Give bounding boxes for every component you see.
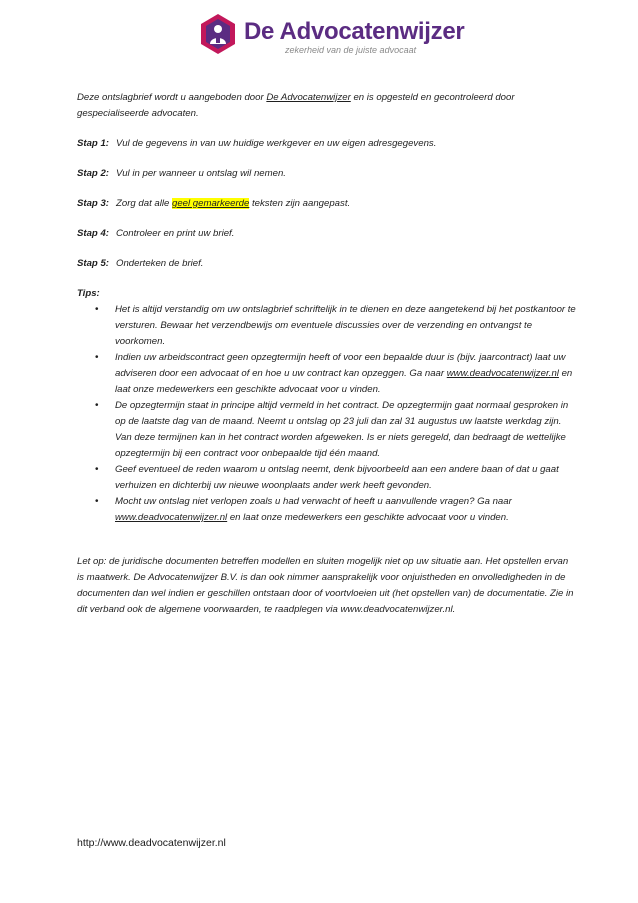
intro-paragraph	[77, 90, 577, 122]
brand-name: De Advocatenwijzer	[244, 18, 465, 45]
step-1	[77, 136, 577, 152]
document-body	[77, 90, 577, 618]
intro-text-after: en is opgesteld en gecontroleerd door gespecialiseerde advocaten.	[77, 92, 515, 119]
step-text: Onderteken de brief.	[116, 258, 204, 269]
highlighted-text: geel gemarkeerde	[172, 198, 250, 209]
bullet-icon: •	[95, 352, 99, 363]
bullet-icon: •	[95, 496, 99, 507]
tip-text-before: Mocht uw ontslag niet verlopen zoals u had verwacht of heeft u aanvullende vragen? Ga naar	[115, 496, 512, 507]
tips-title: Tips:	[77, 288, 100, 299]
tip-text: Geef eventueel de reden waarom u ontslag neemt, denk bijvoorbeeld aan een andere baan of dat u gaat verhuizen en dichterbij uw nieuwe woonplaats ander werk heeft gevonden.	[115, 464, 559, 491]
step-5	[77, 256, 577, 272]
tip-text: De opzegtermijn staat in principe altijd vermeld in het contract. De opzegtermijn gaat normaal gesproken in op de laatste dag van de maand. Neemt u ontslag op 23 juli dan zal 31 augustus uw laatste werkdag zijn. Van deze termijnen kan in het contract worden afgeweken. Is er niets geregeld, dan bedraagt de wettelijke opzegtermijn bij een contract voor onbepaalde tijd één maand.	[115, 400, 569, 459]
step-label: Stap 5:	[77, 258, 109, 269]
step-text	[116, 196, 350, 212]
tip-item	[77, 494, 577, 526]
step-text: Vul de gegevens in van uw huidige werkgever en uw eigen adresgegevens.	[116, 138, 437, 149]
footer-url[interactable]: http://www.deadvocatenwijzer.nl	[77, 837, 226, 849]
step-text-before: Zorg dat alle	[116, 198, 172, 209]
bullet-icon: •	[95, 400, 99, 411]
step-text: Vul in per wanneer u ontslag wil nemen.	[116, 168, 286, 179]
step-text-after: teksten zijn aangepast.	[249, 198, 351, 209]
tip-item	[77, 462, 577, 494]
tip-text-before: Indien uw arbeidscontract geen opzegtermijn heeft of voor een bepaalde duur is (bijv. jaarcontract) laat uw adviseren door een advocaat of en hoe u uw contract kan opzeggen. Ga naar	[115, 352, 566, 379]
bullet-icon: •	[95, 464, 99, 475]
tip-text: Het is altijd verstandig om uw ontslagbrief schriftelijk in te dienen en deze aangetekend bij het postkantoor te versturen. Bewaar het verzendbewijs om eventuele discussies over de verzending en ontvangst te voorkomen.	[115, 304, 576, 347]
tip-item	[77, 350, 577, 398]
brand-logo	[199, 13, 465, 61]
disclaimer-note: Let op: de juridische documenten betreffen modellen en sluiten mogelijk niet op uw situatie aan. Het opstellen ervan is maatwerk. De Advocatenwijzer B.V. is dan ook nimmer aansprakelijk voor onjuistheden en onvolledigheden in de documenten dan wel indien er geschillen ontstaan door of voortvloeien uit (het opstellen van) de documentatie. Zie in dit verband ook de algemene voorwaarden, te raadplegen via www.deadvocatenwijzer.nl.	[77, 556, 574, 615]
brand-tagline: zekerheid van de juiste advocaat	[285, 45, 417, 55]
tip-item	[77, 398, 577, 462]
bullet-icon: •	[95, 304, 99, 315]
tips-list	[77, 302, 577, 526]
step-2	[77, 166, 577, 182]
step-label: Stap 1:	[77, 138, 109, 149]
tip-item	[77, 302, 577, 350]
step-label: Stap 2:	[77, 168, 109, 179]
step-text: Controleer en print uw brief.	[116, 228, 235, 239]
step-label: Stap 4:	[77, 228, 109, 239]
logo-hex-icon	[199, 13, 237, 55]
tip-link[interactable]: www.deadvocatenwijzer.nl	[446, 368, 559, 379]
intro-text-before: Deze ontslagbrief wordt u aangeboden door	[77, 92, 267, 103]
tip-text-after: en laat onze medewerkers een geschikte advocaat voor u vinden.	[115, 368, 573, 395]
intro-link[interactable]: De Advocatenwijzer	[266, 92, 351, 103]
tip-text-after: en laat onze medewerkers een geschikte advocaat voor u vinden.	[227, 512, 509, 523]
step-4	[77, 226, 577, 242]
tip-link[interactable]: www.deadvocatenwijzer.nl	[115, 512, 228, 523]
step-3	[77, 196, 577, 212]
step-label: Stap 3:	[77, 198, 109, 209]
